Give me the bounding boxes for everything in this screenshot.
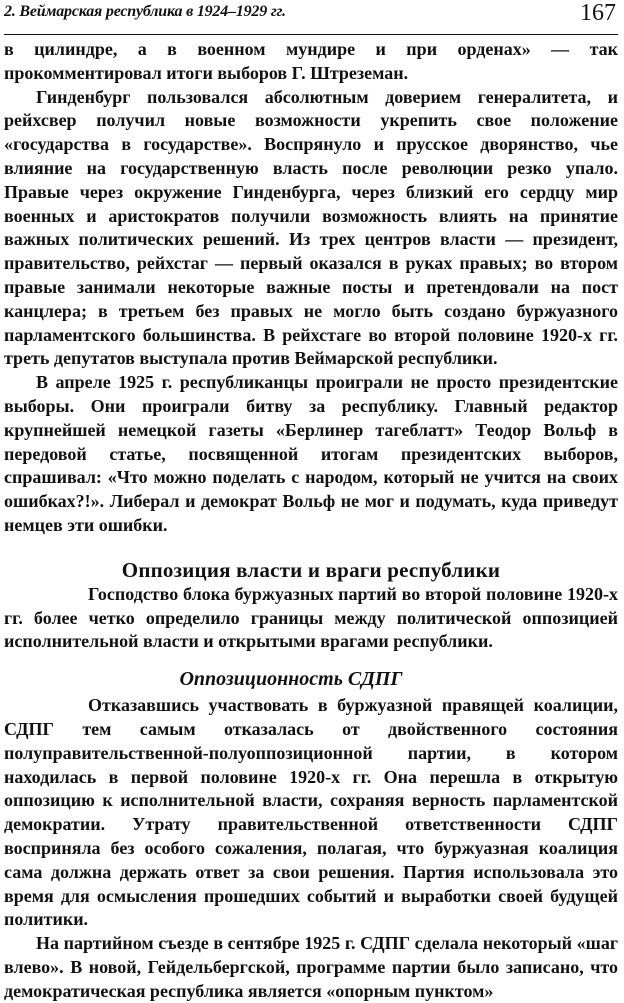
running-header (4, 0, 618, 35)
text-body (4, 38, 618, 1003)
running-title: 2. Веймарская республика в 1924–1929 гг. (4, 3, 286, 20)
book-page (4, 0, 618, 1001)
paragraph-5: Отказавшись участвовать в буржуазной правящей коалиции, СДПГ тем самым отказалась от двойственного состояния полуправительственной-полуоппозиционной партии, в котором находилась в первой половине 1920-х гг. Она перешла в открытую оппозицию к исполнительной власти, сохраняя верность парламентской демократии. Утрату правительственной ответственности СДПГ восприняла без особого сожаления, полагая, что буржуазная коалиция сама должна держать ответ за свои решения. Партия использовала это время для осмысления прошедших событий и выработки своей будущей политики. (4, 695, 618, 930)
paragraph-1: в цилиндре, а в военном мундире и при орденах» — так прокомментировал итоги выборов Г. Штреземан. (4, 39, 618, 83)
subsection-heading: Оппозиционность СДПГ (179, 668, 403, 691)
paragraph-2: Гинденбург пользовался абсолютным доверием генералитета, и рейхсвер получил новые возможности укрепить свое положение «государства в государстве». Воспрянуло и прусское дворянство, чье влияние на государственную власть после революции резко упало. Правые через окружение Гинденбурга, через близкий его сердцу мир военных и аристократов получили возможность влиять на принятие важных политических решений. Из трех центров власти — президент, правительство, рейхстаг — первый оказался в руках правых; во втором правые занимали некоторые важные посты и претендовали на пост канцлера; в третьем без правых не могло быть создано буржуазного парламентского большинства. В рейхстаге во второй половине 1920-х гг. треть депутатов выступала против Веймарской республики. (4, 86, 618, 369)
paragraph-6: На партийном съезде в сентябре 1925 г. СДПГ сделала некоторый «шаг влево». В новой, Гейдельбергской, программе партии было записано, что демократическая республика является «опорным пунктом» (4, 933, 618, 1001)
page-number: 167 (580, 0, 616, 26)
section-heading: Оппозиция власти и враги республики (121, 557, 501, 582)
paragraph-3: В апреле 1925 г. республиканцы проиграли не просто президентские выборы. Они проиграли битву за республику. Главный редактор крупнейшей немецкой газеты «Берлинер тагеблатт» Теодор Вольф в передовой статье, посвященной итогам президентских выборов, спрашивал: «Что можно поделать с народом, который не учится на своих ошибках?!». Либерал и демократ Вольф не мог и подумать, куда приведут немцев эти ошибки. (4, 372, 618, 535)
paragraph-4: Господство блока буржуазных партий во второй половине 1920-х гг. более четко определило границы между политической оппозицией исполнительной власти и открытыми врагами республики. (4, 583, 618, 652)
